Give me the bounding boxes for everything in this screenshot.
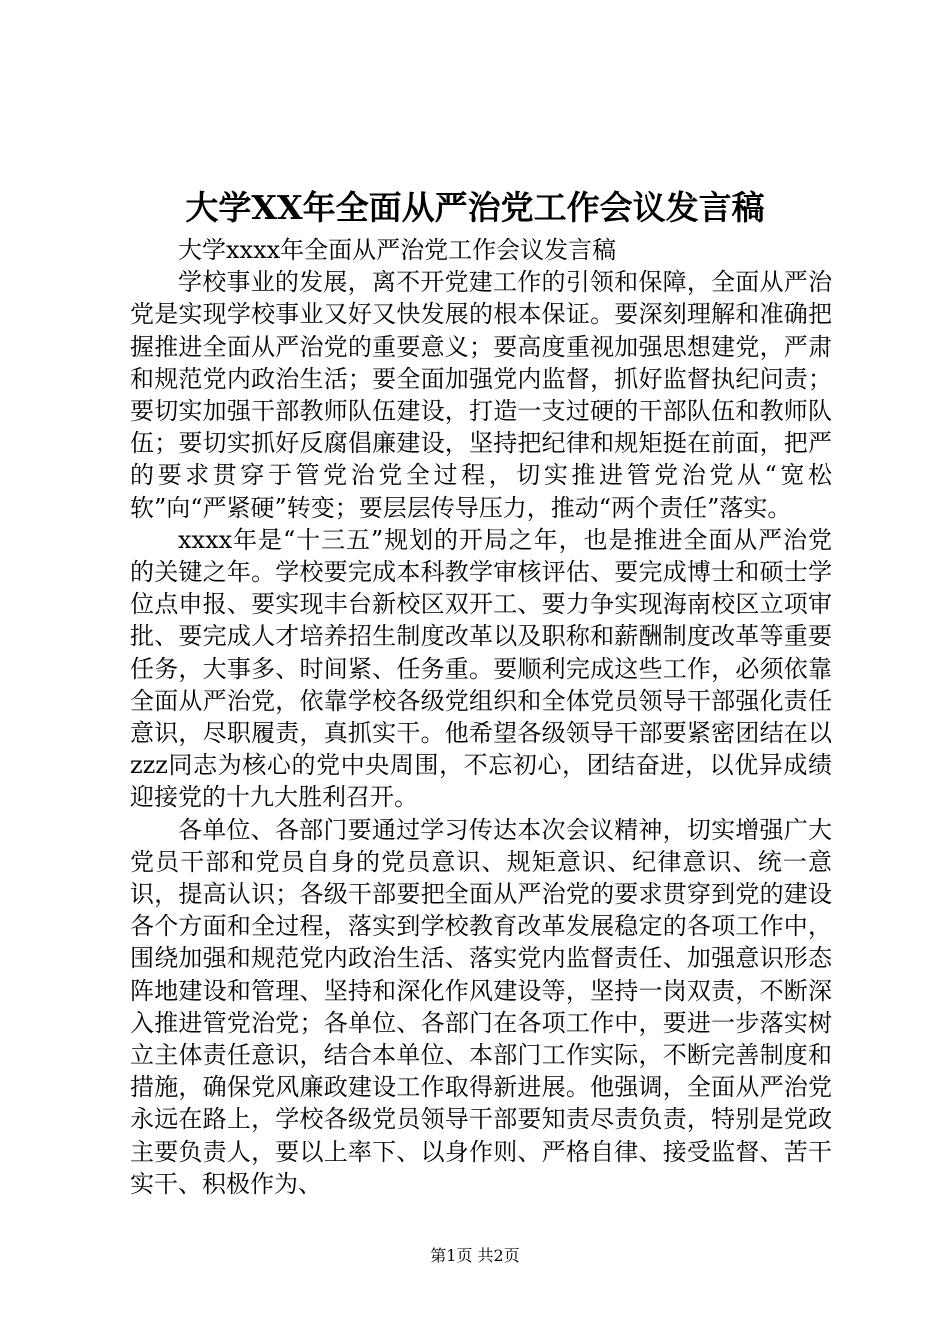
document-body bbox=[130, 234, 832, 1200]
subtitle-paragraph: 大学xxxx年全面从严治党工作会议发言稿 bbox=[178, 236, 617, 264]
body-paragraph: 学校事业的发展，离不开党建工作的引领和保障，全面从严治党是实现学校事业又好又快发展的根本保证。要深刻理解和准确把握推进全面从严治党的重要意义；要高度重视加强思想建党，严肃和规范党内政治生活；要全面加强党内监督，抓好监督执纪问责；要切实加强干部教师队伍建设，打造一支过硬的干部队伍和教师队伍；要切实抓好反腐倡廉建设，坚持把纪律和规矩挺在前面，把严的要求贯穿于管党治党全过程，切实推进管党治党从“宽松软”向“严紧硬”转变；要层层传导压力，推动“两个责任”落实。 bbox=[130, 268, 832, 522]
document-title: 大学XX年全面从严治党工作会议发言稿 bbox=[185, 188, 765, 227]
body-paragraph: 各单位、各部门要通过学习传达本次会议精神，切实增强广大党员干部和党员自身的党员意识、规矩意识、纪律意识、统一意识，提高认识；各级干部要把全面从严治党的要求贯穿到党的建设各个方面和全过程，落实到学校教育改革发展稳定的各项工作中，围绕加强和规范党内政治生活、落实党内监督责任、加强意识形态阵地建设和管理、坚持和深化作风建设等，坚持一岗双责，不断深入推进管党治党；各单位、各部门在各项工作中，要进一步落实树立主体责任意识，结合本单位、本部门工作实际，不断完善制度和措施，确保党风廉政建设工作取得新进展。他强调，全面从严治党永远在路上，学校各级党员领导干部要知责尽责负责，特别是党政主要负责人，要以上率下、以身作则、严格自律、接受监督、苦干实干、积极作为、 bbox=[130, 815, 832, 1198]
page-number-footer: 第1页 共2页 bbox=[430, 1246, 520, 1265]
body-paragraph: xxxx年是“十三五”规划的开局之年，也是推进全面从严治党的关键之年。学校要完成本科教学审核评估、要完成博士和硕士学位点申报、要实现丰台新校区双开工、要力争实现海南校区立项审批、要完成人才培养招生制度改革以及职称和薪酬制度改革等重要任务，大事多、时间紧、任务重。要顺利完成这些工作，必须依靠全面从严治党，依靠学校各级党组织和全体党员领导干部强化责任意识，尽职履责，真抓实干。他希望各级领导干部要紧密团结在以zzz同志为核心的党中央周围，不忘初心，团结奋进，以优异成绩迎接党的十九大胜利召开。 bbox=[130, 525, 832, 812]
